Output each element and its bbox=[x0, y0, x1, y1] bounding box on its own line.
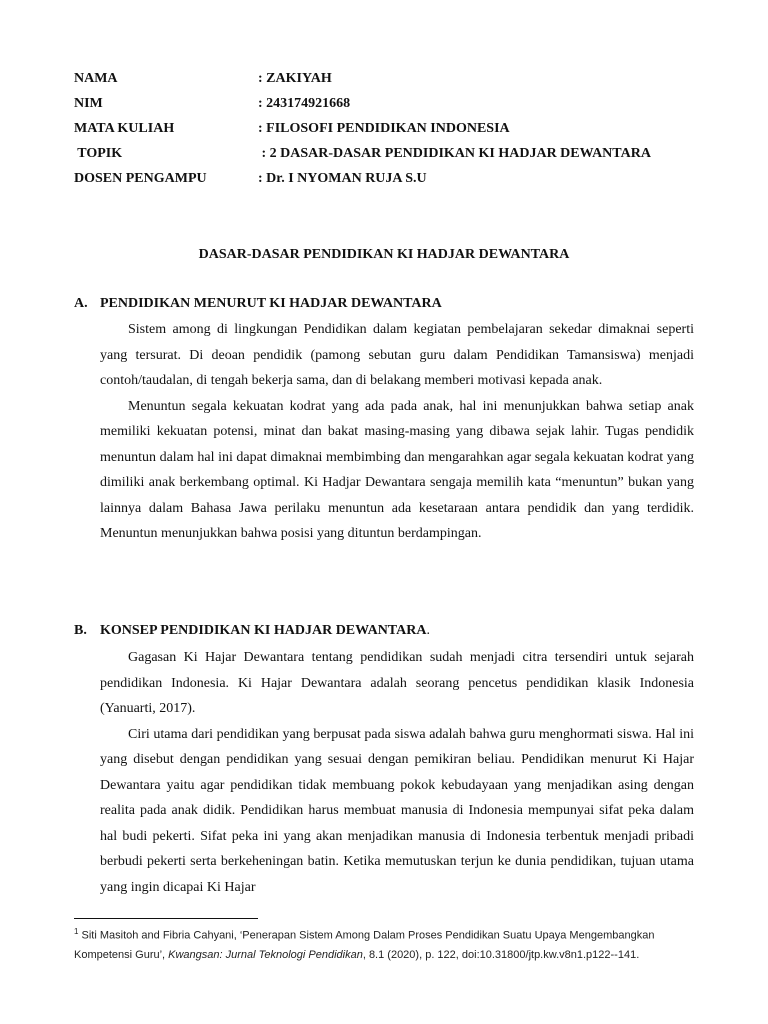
meta-value: : 2 DASAR-DASAR PENDIDIKAN KI HADJAR DEWANTARA bbox=[258, 146, 651, 161]
meta-value: : 243174921668 bbox=[258, 96, 351, 111]
footnote bbox=[74, 922, 714, 965]
meta-label: DOSEN PENGAMPU bbox=[74, 171, 207, 186]
section-title bbox=[100, 622, 430, 640]
meta-value: : Dr. I NYOMAN RUJA S.U bbox=[258, 171, 427, 186]
section-title-trail: . bbox=[426, 623, 430, 638]
section-title: PENDIDIKAN MENURUT KI HADJAR DEWANTARA bbox=[100, 296, 442, 311]
meta-label: NAMA bbox=[74, 71, 118, 86]
section-letter: B. bbox=[74, 623, 87, 638]
document-title: DASAR-DASAR PENDIDIKAN KI HADJAR DEWANTARA bbox=[198, 247, 570, 262]
paragraph: Sistem among di lingkungan Pendidikan dalam kegiatan pembelajaran sekedar dimaknai seperti yang tersurat. Di deoan pendidik (pamong sebutan guru dalam Pendidikan Tamansiswa) menjadi contoh/taudalan, di tengah bekerja sama, dan di belakang memberi motivasi kepada anak. bbox=[100, 322, 694, 388]
paragraph: Ciri utama dari pendidikan yang berpusat pada siswa adalah bahwa guru menghormati siswa. Hal ini yang disebut dengan pendidikan yang sesuai dengan pemikiran beliau. Pendidikan menurut Ki Hajar Dewantara yaitu agar pendidikan tidak membuang pokok kebudayaan yang menjadikan asing dengan realita pada anak didik. Pendidikan harus membuat manusia di Indonesia mempunyai sifat peka dalam hal budi pekerti. Sifat peka ini yang akan menjadikan manusia di Indonesia terbentuk menjadi pribadi berbudi pekerti serta berkeheningan batin. Ketika memutuskan terjun ke dunia pendidikan, tujuan utama yang ingin dicapai Ki Hajar bbox=[100, 726, 694, 895]
meta-label: NIM bbox=[74, 96, 103, 111]
section-letter: A. bbox=[74, 296, 88, 311]
paragraph: Menuntun segala kekuatan kodrat yang ada pada anak, hal ini menunjukkan bahwa setiap anak memiliki kekuatan potensi, minat dan bakat masing-masing yang dibawa sejak lahir. Tugas pendidik menuntun dalam hal ini dapat dimaknai membimbing dan mengarahkan agar segala kekuatan kodrat yang dimiliki anak berkembang optimal. Ki Hadjar Dewantara sengaja memilih kata “menuntun” bukan yang lainnya dalam Bahasa Jawa perilaku menuntun ada kesetaraan antara pendidik dan yang terdidik. Menuntun menunjukkan bahwa posisi yang dituntun berdampingan. bbox=[100, 398, 694, 541]
footnote-tail: , 8.1 (2020), p. 122, doi:10.31800/jtp.kw.v8n1.p122--141. bbox=[362, 948, 640, 961]
footnote-mark: 1 bbox=[74, 927, 79, 936]
section-title-text: KONSEP PENDIDIKAN KI HADJAR DEWANTARA bbox=[100, 623, 427, 638]
section-b-body bbox=[100, 645, 694, 900]
section-a-body bbox=[100, 317, 694, 547]
paragraph: Gagasan Ki Hajar Dewantara tentang pendidikan sudah menjadi citra tersendiri untuk sejarah pendidikan Indonesia. Ki Hajar Dewantara adalah seorang pencetus pendidikan klasik Indonesia (Yanuarti, 2017). bbox=[100, 650, 694, 716]
footnote-text: Siti Masitoh and Fibria Cahyani, ‘Penerapan Sistem Among Dalam Proses Pendidikan Suatu Upaya Mengembangkan Kompetensi Guru’, bbox=[74, 929, 655, 961]
footnote-journal: Kwangsan: Jurnal Teknologi Pendidikan bbox=[168, 948, 363, 961]
meta-label: TOPIK bbox=[74, 146, 123, 161]
meta-value: : ZAKIYAH bbox=[258, 71, 332, 86]
meta-label: MATA KULIAH bbox=[74, 121, 175, 136]
footnote-divider bbox=[74, 918, 258, 919]
meta-value: : FILOSOFI PENDIDIKAN INDONESIA bbox=[258, 121, 510, 136]
